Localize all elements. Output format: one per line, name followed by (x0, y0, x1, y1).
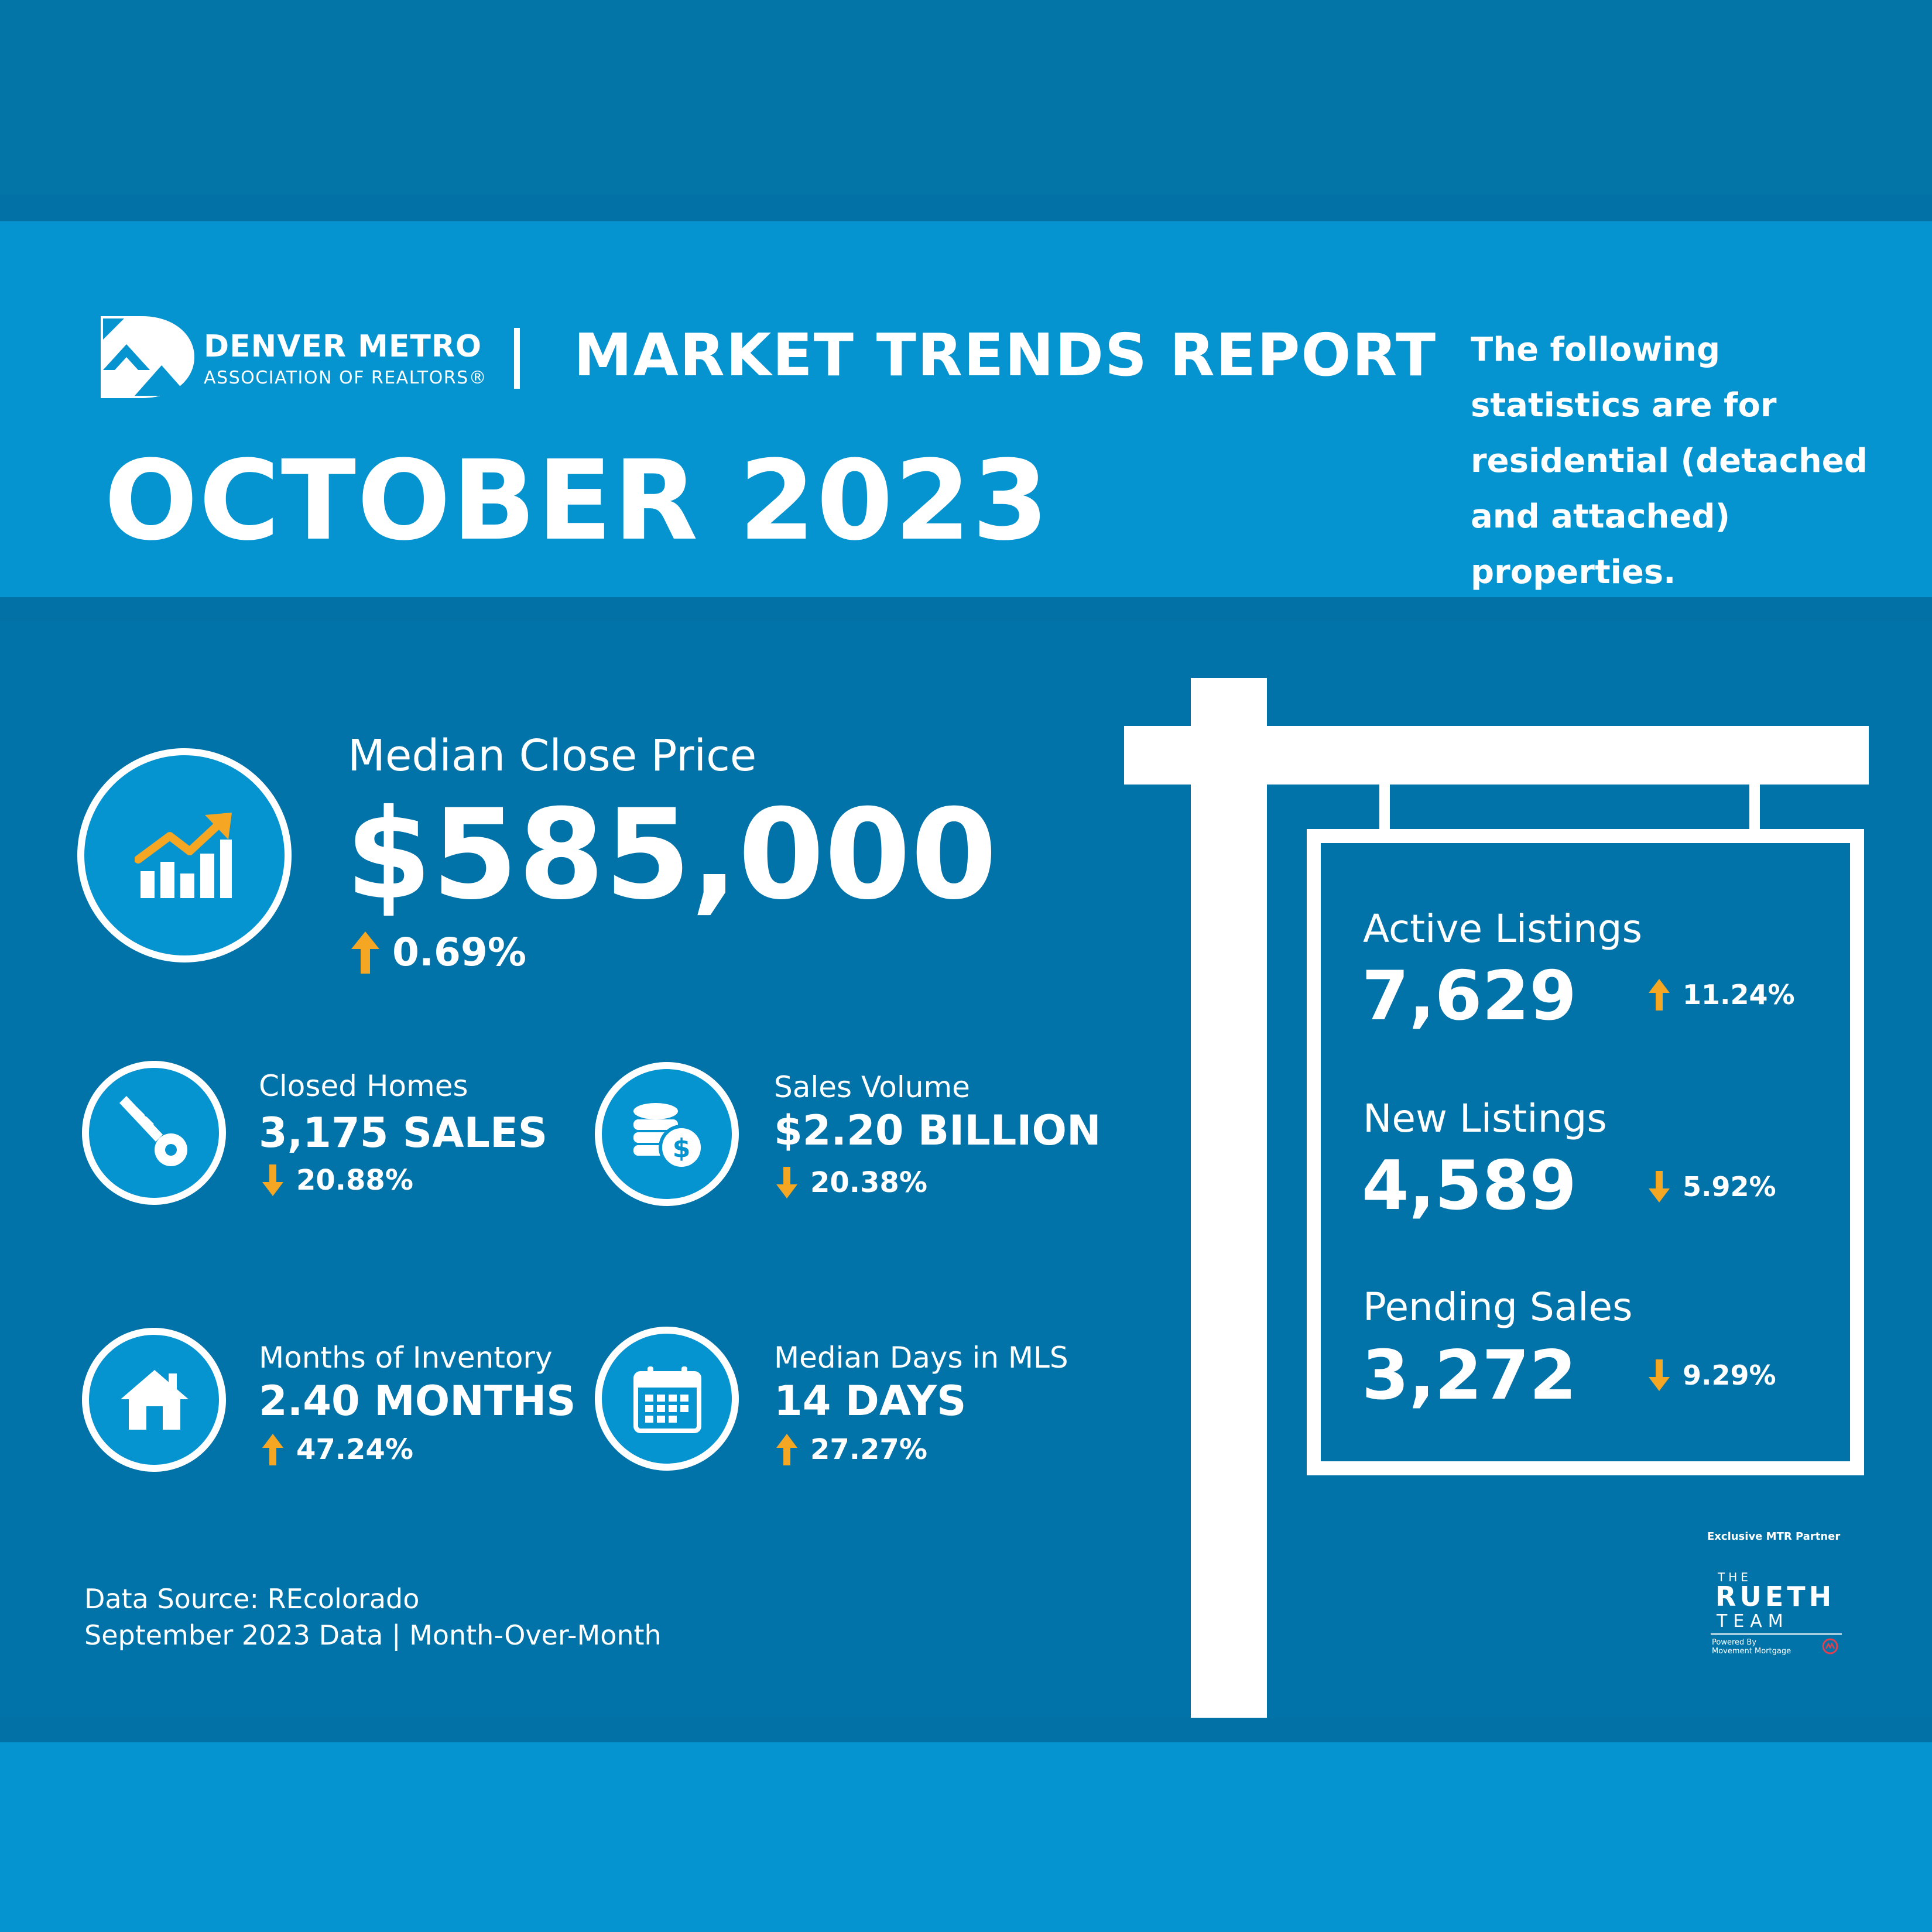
partner-powered-line-1: Powered By (1712, 1638, 1757, 1647)
partner-logo-name: RUETH (1715, 1581, 1835, 1612)
median-price-change-value: 0.69% (392, 930, 526, 975)
partner-logo-team: TEAM (1717, 1611, 1789, 1632)
pending-sales-change (1649, 1359, 1776, 1391)
partner-label: Exclusive MTR Partner (1707, 1530, 1841, 1543)
closed-homes-value: 3,175 SALES (259, 1109, 548, 1157)
sales-volume-value: $2.20 BILLION (774, 1107, 1101, 1155)
down-arrow-icon (1649, 1171, 1670, 1203)
months-inventory-change-value: 47.24% (296, 1433, 413, 1466)
data-source-line-2: September 2023 Data | Month-Over-Month (84, 1619, 662, 1651)
median-price-label: Median Close Price (348, 731, 757, 781)
header-note: The following statistics are for residential (detached and attached) properties. (1471, 331, 1868, 591)
down-arrow-icon (1649, 1359, 1670, 1391)
new-listings-change (1649, 1171, 1776, 1203)
partner-logo-rule (1711, 1633, 1842, 1635)
up-arrow-icon (1649, 979, 1670, 1010)
sales-volume-label: Sales Volume (774, 1070, 970, 1104)
closed-homes-label: Closed Homes (259, 1069, 468, 1103)
new-listings-label: New Listings (1363, 1096, 1607, 1141)
pending-sales-label: Pending Sales (1363, 1284, 1633, 1330)
data-source-line-1: Data Source: REcolorado (84, 1583, 420, 1615)
active-listings-change (1649, 979, 1795, 1010)
median-price-value: $585,000 (345, 782, 998, 927)
movement-mortgage-logo-icon (1822, 1638, 1838, 1654)
partner-powered-line-2: Movement Mortgage (1712, 1647, 1791, 1656)
active-listings-label: Active Listings (1363, 906, 1642, 951)
sales-volume-change-value: 20.38% (810, 1166, 927, 1199)
active-listings-value: 7,629 (1362, 957, 1577, 1036)
active-listings-change-value: 11.24% (1683, 979, 1795, 1010)
new-listings-change-value: 5.92% (1683, 1171, 1776, 1203)
new-listings-value: 4,589 (1362, 1146, 1577, 1225)
median-days-change-value: 27.27% (810, 1433, 927, 1466)
org-name: DENVER METRO (204, 329, 482, 364)
svg-text:$: $ (672, 1133, 691, 1163)
pending-sales-change-value: 9.29% (1683, 1359, 1776, 1391)
closed-homes-change-value: 20.88% (296, 1164, 413, 1197)
org-subtitle: ASSOCIATION OF REALTORS® (204, 368, 488, 388)
months-inventory-label: Months of Inventory (259, 1341, 553, 1375)
months-inventory-value: 2.40 MONTHS (259, 1377, 576, 1425)
data-source (84, 1581, 662, 1653)
median-days-label: Median Days in MLS (774, 1341, 1068, 1375)
report-month: OCTOBER 2023 (104, 437, 1050, 565)
partner-powered-by (1712, 1638, 1791, 1656)
partner-logo-the: THE (1718, 1570, 1752, 1584)
report-title: MARKET TRENDS REPORT (574, 321, 1437, 389)
median-days-value: 14 DAYS (774, 1377, 967, 1425)
pending-sales-value: 3,272 (1362, 1336, 1577, 1415)
